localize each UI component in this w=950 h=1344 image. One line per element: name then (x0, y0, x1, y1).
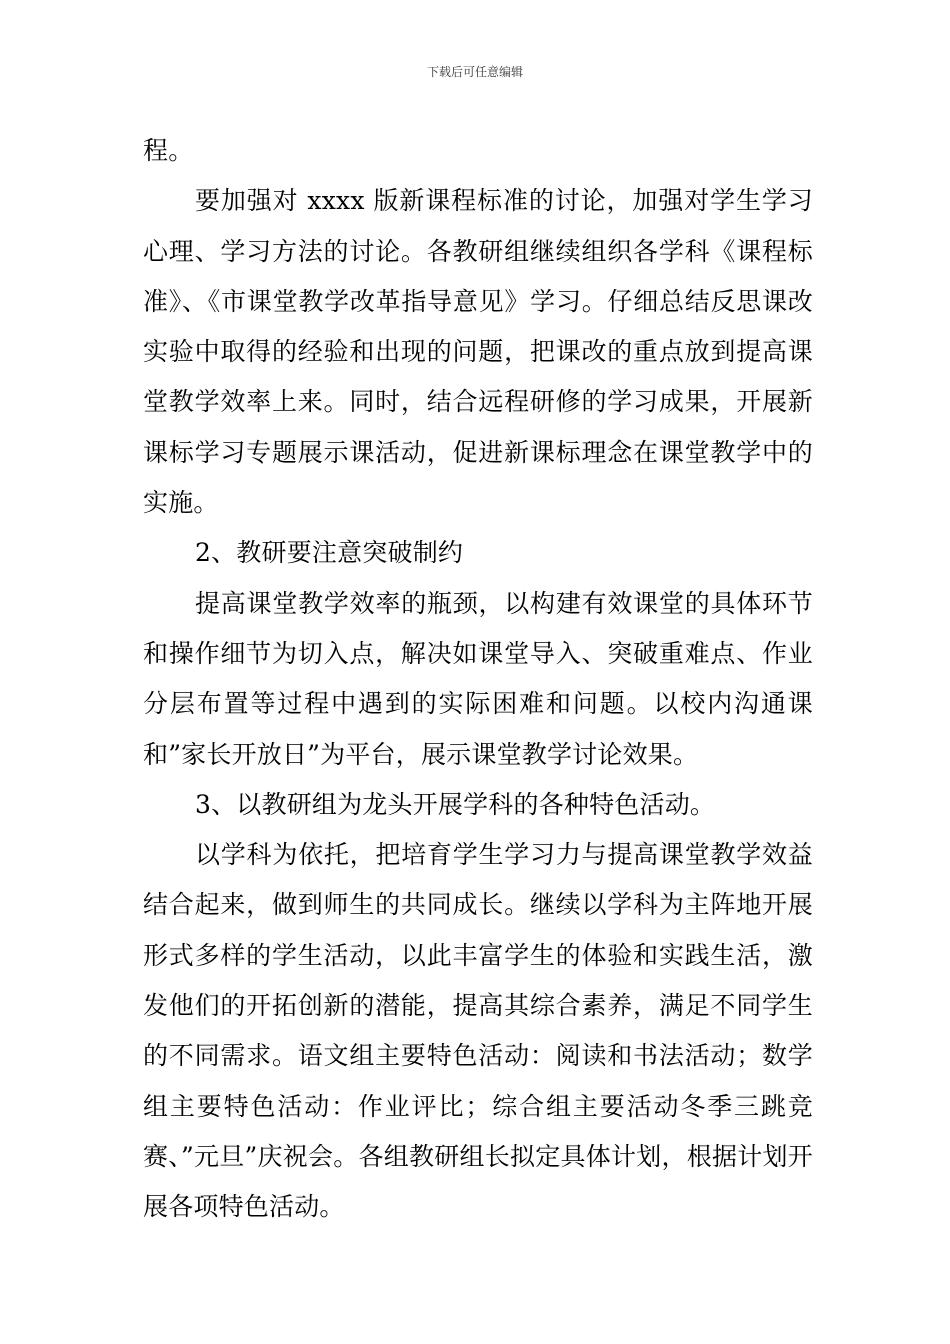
page-header: 下载后可任意编辑 (426, 65, 523, 79)
paragraph-classroom-efficiency: 提高课堂教学效率的瓶颈，以构建有效课堂的具体环节和操作细节为切入点，解决如课堂导入、突破重难点、作业分层布置等过程中遇到的实际困难和问题。以校内沟通课和”家长开放日”为平台，展示课堂教学讨论效果。 (143, 588, 813, 769)
paragraph-curriculum-standards: 要加强对 xxxx 版新课程标准的讨论，加强对学生学习心理、学习方法的讨论。各教研组继续组织各学科《课程标准》、《市课堂教学改革指导意见》学习。仔细总结反思课改实验中取得的经验和出现的问题，把课改的重点放到提高课堂教学效率上来。同时，结合远程研修的学习成果，开展新课标学习专题展示课活动，促进新课标理念在课堂教学中的实施。 (143, 186, 813, 518)
section-heading-3: 3、以教研组为龙头开展学科的各种特色活动。 (195, 789, 716, 819)
section-heading-2: 2、教研要注意突破制约 (195, 538, 464, 568)
paragraph-special-activities: 以学科为依托，把培育学生学习力与提高课堂教学效益结合起来，做到师生的共同成长。继续以学科为主阵地开展形式多样的学生活动，以此丰富学生的体验和实践生活，激发他们的开拓创新的潜能，提高其综合素养，满足不同学生的不同需求。语文组主要特色活动：阅读和书法活动；数学组主要特色活动：作业评比；综合组主要活动冬季三跳竞赛、”元旦”庆祝会。各组教研组长拟定具体计划，根据计划开展各项特色活动。 (143, 840, 813, 1222)
document-body (143, 126, 813, 1233)
paragraph-continuation: 程。 (143, 136, 194, 165)
